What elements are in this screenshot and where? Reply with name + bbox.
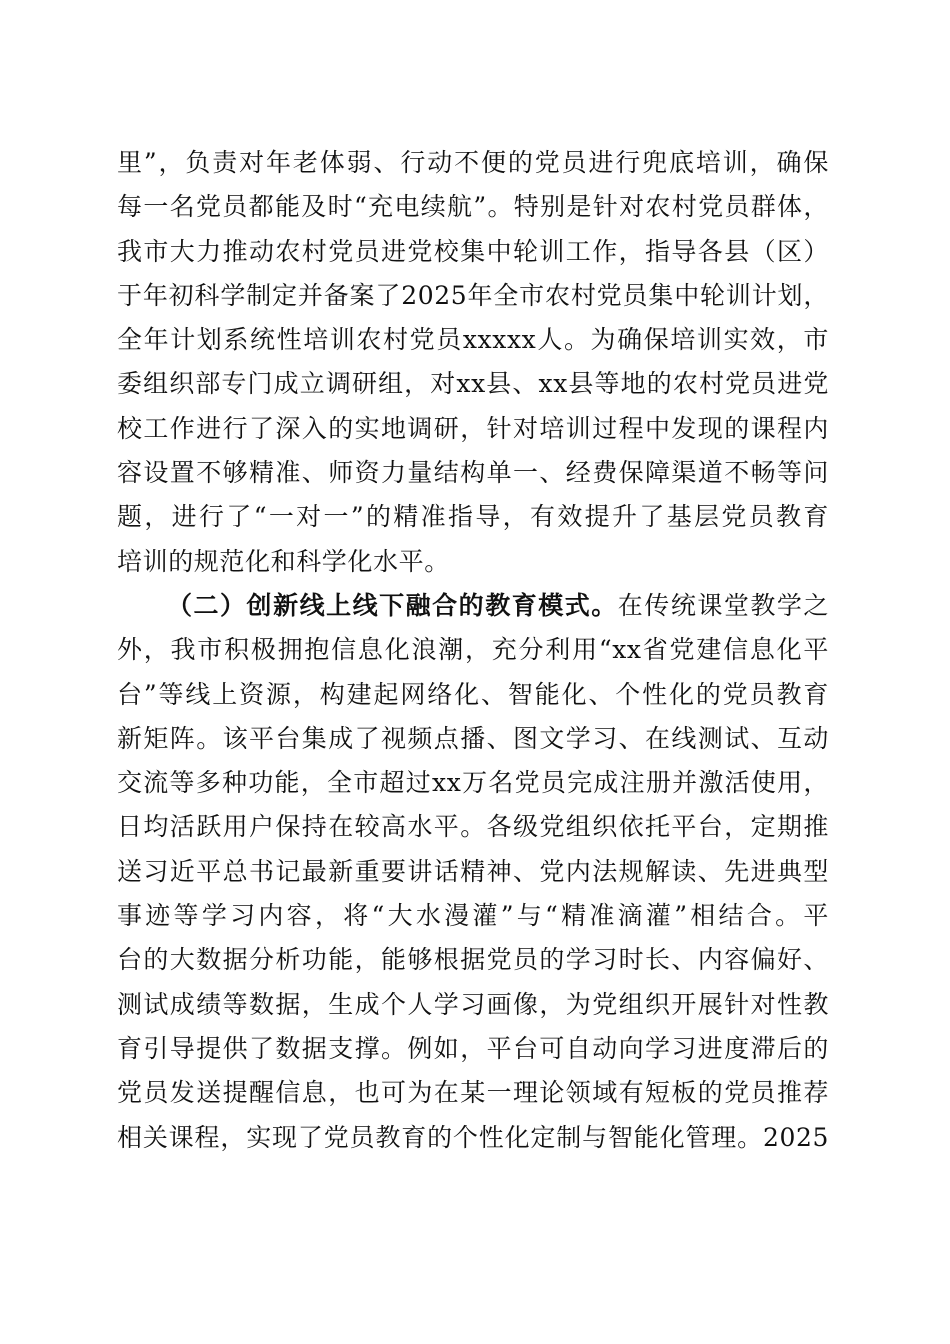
text-line: 台的大数据分析功能，能够根据党员的学习时长、内容偏好、 xyxy=(117,945,829,975)
section-heading: （二）创新线上线下融合的教育模式。 xyxy=(167,590,618,620)
text-line: 每一名党员都能及时“充电续航”。特别是针对农村党员群体， xyxy=(117,192,829,222)
text-line: 事迹等学习内容，将“大水漫灌”与“精准滴灌”相结合。平 xyxy=(117,901,829,931)
text-line: 党员发送提醒信息，也可为在某一理论领域有短板的党员推荐 xyxy=(117,1078,829,1108)
text-line: 培训的规范化和科学化水平。 xyxy=(117,546,450,576)
text-line: 我市大力推动农村党员进党校集中轮训工作，指导各县（区） xyxy=(117,236,829,266)
text-line: 里”，负责对年老体弱、行动不便的党员进行兜底培训，确保 xyxy=(117,148,829,177)
text-line: 全年计划系统性培训农村党员xxxxx人。为确保培训实效，市 xyxy=(117,325,829,355)
text-line: 测试成绩等数据，生成个人学习画像，为党组织开展针对性教 xyxy=(117,989,829,1019)
text-line: 台”等线上资源，构建起网络化、智能化、个性化的党员教育 xyxy=(117,679,829,709)
section-heading-continuation: 在传统课堂教学之 xyxy=(617,590,829,620)
text-line: 相关课程，实现了党员教育的个性化定制与智能化管理。2025 xyxy=(117,1122,829,1152)
section-heading-line xyxy=(117,584,829,628)
text-line: 育引导提供了数据支撑。例如，平台可自动向学习进度滞后的 xyxy=(117,1033,829,1063)
text-line: 校工作进行了深入的实地调研，针对培训过程中发现的课程内 xyxy=(117,413,829,443)
body-text xyxy=(117,141,829,1160)
text-line: 委组织部专门成立调研组，对xx县、xx县等地的农村党员进党 xyxy=(117,369,829,399)
text-line: 交流等多种功能，全市超过xx万名党员完成注册并激活使用， xyxy=(117,768,829,798)
text-line: 日均活跃用户保持在较高水平。各级党组织依托平台，定期推 xyxy=(117,812,829,842)
text-line: 容设置不够精准、师资力量结构单一、经费保障渠道不畅等问 xyxy=(117,458,829,488)
text-line: 题，进行了“一对一”的精准指导，有效提升了基层党员教育 xyxy=(117,502,829,532)
text-line: 外，我市积极拥抱信息化浪潮，充分利用“xx省党建信息化平 xyxy=(117,635,829,665)
text-line: 新矩阵。该平台集成了视频点播、图文学习、在线测试、互动 xyxy=(117,723,829,753)
text-line: 送习近平总书记最新重要讲话精神、党内法规解读、先进典型 xyxy=(117,856,829,886)
text-line: 于年初科学制定并备案了2025年全市农村党员集中轮训计划， xyxy=(117,280,829,310)
